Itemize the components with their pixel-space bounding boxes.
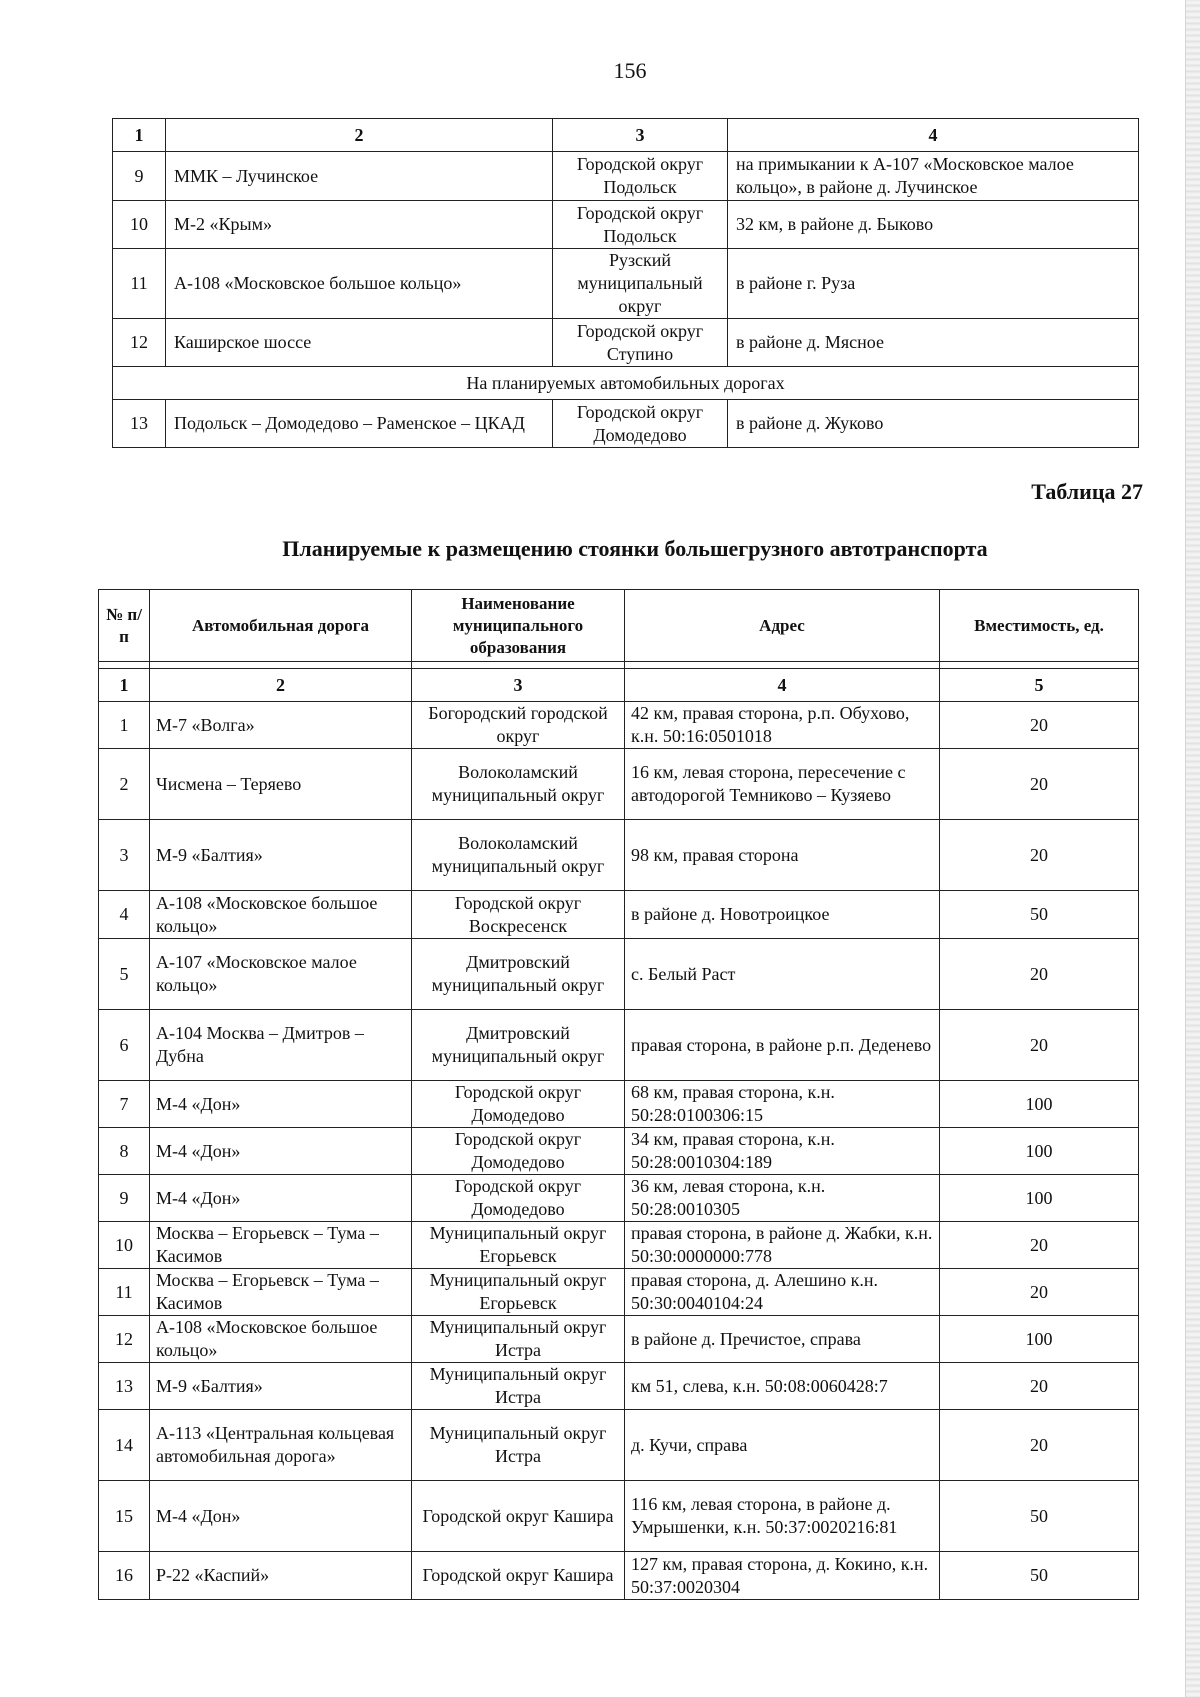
road-cell: Подольск – Домодедово – Раменское – ЦКАД <box>166 400 553 448</box>
row-number: 14 <box>99 1410 150 1481</box>
header-municipality: Наименование муниципального образования <box>412 590 625 662</box>
address-cell: правая сторона, д. Алешино к.н. 50:30:0040104:24 <box>625 1269 940 1316</box>
municipality-cell: Муниципальный округ Егорьевск <box>412 1269 625 1316</box>
capacity-cell: 20 <box>940 702 1139 749</box>
row-number: 9 <box>99 1175 150 1222</box>
scan-edge-strip <box>1185 0 1200 1697</box>
location-cell: в районе д. Мясное <box>728 319 1139 367</box>
column-number: 4 <box>728 119 1139 152</box>
row-number: 8 <box>99 1128 150 1175</box>
municipality-cell: Городской округ Подольск <box>553 201 728 249</box>
capacity-cell: 20 <box>940 749 1139 820</box>
road-cell: М-4 «Дон» <box>150 1175 412 1222</box>
capacity-cell: 50 <box>940 891 1139 939</box>
table-row <box>99 1552 1139 1600</box>
road-cell: А-108 «Московское большое кольцо» <box>150 1316 412 1363</box>
municipality-cell: Дмитровский муниципальный округ <box>412 1010 625 1081</box>
address-cell: с. Белый Раст <box>625 939 940 1010</box>
road-cell: А-107 «Московское малое кольцо» <box>150 939 412 1010</box>
municipality-cell: Муниципальный округ Истра <box>412 1363 625 1410</box>
capacity-cell: 20 <box>940 820 1139 891</box>
road-cell: Р-22 «Каспий» <box>150 1552 412 1600</box>
table-row <box>113 319 1139 367</box>
row-number: 10 <box>99 1222 150 1269</box>
row-number: 16 <box>99 1552 150 1600</box>
road-cell: М-9 «Балтия» <box>150 1363 412 1410</box>
municipality-cell: Городской округ Домодедово <box>412 1128 625 1175</box>
municipality-cell: Муниципальный округ Егорьевск <box>412 1222 625 1269</box>
capacity-cell: 20 <box>940 1410 1139 1481</box>
capacity-cell: 100 <box>940 1128 1139 1175</box>
header-road: Автомобильная дорога <box>150 590 412 662</box>
header-separator <box>99 662 1139 669</box>
header-capacity: Вместимость, ед. <box>940 590 1139 662</box>
table-row <box>99 1269 1139 1316</box>
road-cell: ММК – Лучинское <box>166 152 553 201</box>
section-row <box>113 367 1139 400</box>
table-caption: Планируемые к размещению стоянки большегрузного автотранспорта <box>282 536 988 561</box>
municipality-cell: Городской округ Подольск <box>553 152 728 201</box>
table-row <box>99 1363 1139 1410</box>
capacity-cell: 50 <box>940 1552 1139 1600</box>
table-row <box>113 152 1139 201</box>
row-number: 13 <box>99 1363 150 1410</box>
municipality-cell: Волоколамский муниципальный округ <box>412 820 625 891</box>
address-cell: 34 км, правая сторона, к.н. 50:28:0010304:189 <box>625 1128 940 1175</box>
table-row <box>99 1010 1139 1081</box>
road-cell: М-7 «Волга» <box>150 702 412 749</box>
row-number: 4 <box>99 891 150 939</box>
row-number: 1 <box>99 702 150 749</box>
capacity-cell: 20 <box>940 1010 1139 1081</box>
row-number: 15 <box>99 1481 150 1552</box>
municipality-cell: Городской округ Домодедово <box>412 1175 625 1222</box>
section-title: На планируемых автомобильных дорогах <box>113 367 1139 400</box>
municipality-cell: Городской округ Кашира <box>412 1481 625 1552</box>
row-number: 12 <box>99 1316 150 1363</box>
column-number: 5 <box>940 669 1139 702</box>
table-row <box>99 1081 1139 1128</box>
address-cell: 98 км, правая сторона <box>625 820 940 891</box>
table-row <box>113 400 1139 448</box>
address-cell: д. Кучи, справа <box>625 1410 940 1481</box>
municipality-cell: Рузский муниципальный округ <box>553 249 728 319</box>
table-column-number-row <box>113 119 1139 152</box>
municipality-cell: Богородский городской округ <box>412 702 625 749</box>
row-number: 5 <box>99 939 150 1010</box>
header-address: Адрес <box>625 590 940 662</box>
location-cell: в районе д. Жуково <box>728 400 1139 448</box>
municipality-cell: Волоколамский муниципальный округ <box>412 749 625 820</box>
table-continued <box>112 118 1139 448</box>
address-cell: правая сторона, в районе р.п. Деденево <box>625 1010 940 1081</box>
road-cell: Каширское шоссе <box>166 319 553 367</box>
table-row <box>99 1481 1139 1552</box>
table-row <box>99 939 1139 1010</box>
column-number: 2 <box>166 119 553 152</box>
address-cell: правая сторона, в районе д. Жабки, к.н. 50:30:0000000:778 <box>625 1222 940 1269</box>
location-cell: 32 км, в районе д. Быково <box>728 201 1139 249</box>
address-cell: 16 км, левая сторона, пересечение с автодорогой Темниково – Кузяево <box>625 749 940 820</box>
row-number: 7 <box>99 1081 150 1128</box>
capacity-cell: 20 <box>940 939 1139 1010</box>
address-cell: 42 км, правая сторона, р.п. Обухово, к.н. 50:16:0501018 <box>625 702 940 749</box>
road-cell: М-4 «Дон» <box>150 1081 412 1128</box>
address-cell: в районе д. Новотроицкое <box>625 891 940 939</box>
column-number: 4 <box>625 669 940 702</box>
row-number: 12 <box>113 319 166 367</box>
municipality-cell: Городской округ Домодедово <box>412 1081 625 1128</box>
row-number: 2 <box>99 749 150 820</box>
header-number: № п/п <box>99 590 150 662</box>
table-row <box>99 1410 1139 1481</box>
row-number: 11 <box>113 249 166 319</box>
address-cell: км 51, слева, к.н. 50:08:0060428:7 <box>625 1363 940 1410</box>
table-row <box>99 1222 1139 1269</box>
table-row <box>99 820 1139 891</box>
table-row <box>99 702 1139 749</box>
table-row <box>113 201 1139 249</box>
municipality-cell: Муниципальный округ Истра <box>412 1316 625 1363</box>
road-cell: А-113 «Центральная кольцевая автомобильная дорога» <box>150 1410 412 1481</box>
road-cell: Москва – Егорьевск – Тума – Касимов <box>150 1222 412 1269</box>
row-number: 3 <box>99 820 150 891</box>
municipality-cell: Дмитровский муниципальный округ <box>412 939 625 1010</box>
road-cell: М-2 «Крым» <box>166 201 553 249</box>
column-number: 3 <box>412 669 625 702</box>
table-header-row <box>99 590 1139 662</box>
table-row <box>113 249 1139 319</box>
capacity-cell: 20 <box>940 1269 1139 1316</box>
table-label: Таблица 27 <box>1031 479 1143 504</box>
capacity-cell: 100 <box>940 1175 1139 1222</box>
row-number: 10 <box>113 201 166 249</box>
column-number: 3 <box>553 119 728 152</box>
location-cell: на примыкании к А-107 «Московское малое кольцо», в районе д. Лучинское <box>728 152 1139 201</box>
address-cell: 36 км, левая сторона, к.н. 50:28:0010305 <box>625 1175 940 1222</box>
table-row <box>99 891 1139 939</box>
page-number: 156 <box>613 58 647 83</box>
municipality-cell: Городской округ Домодедово <box>553 400 728 448</box>
road-cell: Москва – Егорьевск – Тума – Касимов <box>150 1269 412 1316</box>
municipality-cell: Городской округ Воскресенск <box>412 891 625 939</box>
road-cell: М-9 «Балтия» <box>150 820 412 891</box>
road-cell: М-4 «Дон» <box>150 1128 412 1175</box>
capacity-cell: 20 <box>940 1363 1139 1410</box>
municipality-cell: Городской округ Ступино <box>553 319 728 367</box>
table-row <box>99 1175 1139 1222</box>
address-cell: 68 км, правая сторона, к.н. 50:28:0100306:15 <box>625 1081 940 1128</box>
capacity-cell: 100 <box>940 1316 1139 1363</box>
table-row <box>99 1316 1139 1363</box>
trucks-parking-table <box>98 589 1139 1600</box>
road-cell: А-108 «Московское большое кольцо» <box>150 891 412 939</box>
column-number: 1 <box>99 669 150 702</box>
row-number: 6 <box>99 1010 150 1081</box>
location-cell: в районе г. Руза <box>728 249 1139 319</box>
capacity-cell: 100 <box>940 1081 1139 1128</box>
road-cell: А-108 «Московское большое кольцо» <box>166 249 553 319</box>
address-cell: в районе д. Пречистое, справа <box>625 1316 940 1363</box>
column-number: 2 <box>150 669 412 702</box>
road-cell: А-104 Москва – Дмитров – Дубна <box>150 1010 412 1081</box>
capacity-cell: 50 <box>940 1481 1139 1552</box>
address-cell: 127 км, правая сторона, д. Кокино, к.н. 50:37:0020304 <box>625 1552 940 1600</box>
column-number: 1 <box>113 119 166 152</box>
road-cell: Чисмена – Теряево <box>150 749 412 820</box>
table-row <box>99 1128 1139 1175</box>
address-cell: 116 км, левая сторона, в районе д. Умрышенки, к.н. 50:37:0020216:81 <box>625 1481 940 1552</box>
row-number: 9 <box>113 152 166 201</box>
municipality-cell: Городской округ Кашира <box>412 1552 625 1600</box>
table-row <box>99 749 1139 820</box>
table-column-number-row <box>99 669 1139 702</box>
row-number: 11 <box>99 1269 150 1316</box>
municipality-cell: Муниципальный округ Истра <box>412 1410 625 1481</box>
capacity-cell: 20 <box>940 1222 1139 1269</box>
road-cell: М-4 «Дон» <box>150 1481 412 1552</box>
row-number: 13 <box>113 400 166 448</box>
